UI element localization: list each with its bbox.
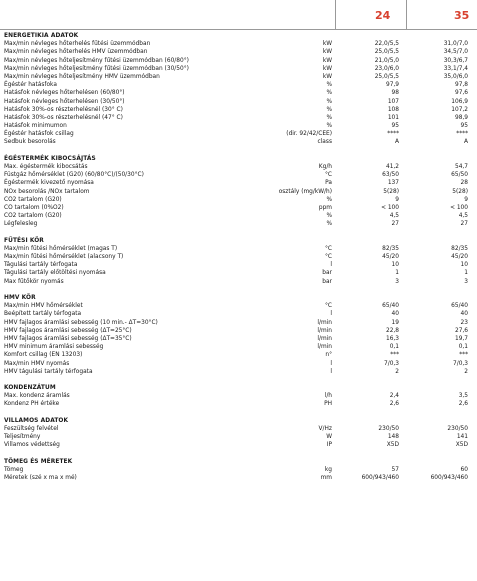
- value-24: 57: [391, 464, 399, 473]
- table-row: [4, 342, 474, 350]
- value-35: 19,7: [454, 333, 468, 342]
- section-title: FŰTÉSI KÖR: [4, 235, 44, 244]
- value-35: 141: [456, 432, 468, 441]
- value-24: 19: [391, 317, 399, 326]
- row-label: Hatásfok 30%-os részterhelésnél (47° C): [4, 112, 123, 121]
- table-row: [4, 178, 474, 186]
- value-24: 5(28): [383, 186, 399, 195]
- row-label: Teljesítmény: [4, 432, 41, 441]
- section-title: TÖMEG ÉS MÉRETEK: [4, 456, 73, 465]
- row-unit: kW: [322, 55, 332, 64]
- value-24: 27: [391, 219, 399, 228]
- table-row: [4, 137, 474, 145]
- value-35: 106,9: [451, 96, 468, 105]
- section-title: VILLAMOS ADATOK: [4, 415, 69, 424]
- value-24: ****: [387, 129, 399, 138]
- row-label: Égéstermék kivezető nyomása: [4, 178, 94, 187]
- row-label: HMV fajlagos áramlási sebesség (10 min.- ΔT=30°C): [4, 317, 158, 326]
- row-label: Légfelesleg: [4, 219, 38, 228]
- table-row: [4, 162, 474, 170]
- row-unit: mm: [320, 473, 332, 482]
- value-35: 10: [460, 260, 468, 269]
- row-unit: %: [326, 219, 332, 228]
- row-unit: class: [317, 137, 332, 146]
- section-heading: [4, 293, 474, 301]
- row-unit: l: [330, 309, 332, 318]
- table-row: [4, 268, 474, 276]
- value-24: 41,2: [385, 162, 399, 170]
- row-label: CO2 tartalom (G20): [4, 194, 62, 203]
- value-35: 0,1: [458, 342, 468, 351]
- row-label: Kondenz PH értéke: [4, 399, 60, 408]
- row-unit: bar: [322, 276, 332, 285]
- table-row: [4, 129, 474, 137]
- row-unit: PH: [324, 399, 332, 408]
- table-row: [4, 432, 474, 440]
- section-spacer: [4, 408, 474, 416]
- table-row: [4, 424, 474, 432]
- value-35: 107,2: [451, 104, 468, 113]
- value-24: 40: [391, 309, 399, 318]
- row-label: Tágulási tartály előtöltési nyomása: [4, 268, 106, 277]
- row-label: Max/min névleges hőteljesítmény fűtési üzemmódban (60/80°): [4, 55, 189, 64]
- model-24-heading: 24: [375, 9, 391, 22]
- row-label: HMV minimum áramlási sebesség: [4, 342, 104, 351]
- value-35: 65/40: [451, 301, 468, 310]
- row-label: Max. kondenz áramlás: [4, 391, 70, 400]
- table-row: [4, 121, 474, 129]
- row-label: Beépített tartály térfogata: [4, 309, 82, 318]
- value-35: 27: [460, 219, 468, 228]
- value-35: 3,5: [458, 391, 468, 400]
- table-row: [4, 244, 474, 252]
- value-24: 95: [391, 121, 399, 130]
- row-unit: osztály (mg/kW/h): [278, 186, 332, 195]
- row-unit: %: [326, 194, 332, 203]
- value-35: 230/50: [447, 424, 468, 432]
- value-35: A: [464, 137, 468, 146]
- row-label: Sedbuk besorolás: [4, 137, 56, 146]
- value-24: 230/50: [378, 424, 399, 432]
- row-label: Max. égéstermék kibocsátás: [4, 162, 88, 170]
- value-24: 10: [391, 260, 399, 269]
- row-unit: bar: [322, 268, 332, 277]
- value-35: 33,1/7,4: [443, 63, 468, 72]
- row-unit: l: [330, 366, 332, 375]
- value-35: 65/50: [451, 170, 468, 179]
- table-row: [4, 399, 474, 407]
- value-24: 148: [387, 432, 399, 441]
- row-label: Max/min névleges hőteljesítmény HMV üzemmódban: [4, 71, 160, 80]
- value-35: 97,8: [454, 80, 468, 89]
- row-label: CO2 tartalom (G20): [4, 211, 62, 220]
- value-24: 4,5: [389, 211, 399, 220]
- row-unit: %: [326, 112, 332, 121]
- table-row: [4, 252, 474, 260]
- table-row: [4, 318, 474, 326]
- row-unit: °C: [324, 252, 332, 261]
- row-unit: °C: [324, 301, 332, 310]
- row-unit: %: [326, 96, 332, 105]
- value-35: 4,5: [458, 211, 468, 220]
- value-35: 40: [460, 309, 468, 318]
- value-24: < 100: [381, 202, 399, 211]
- row-unit: ppm: [318, 202, 332, 211]
- value-24: 137: [387, 178, 399, 187]
- value-35: 30,3/6,7: [443, 55, 468, 64]
- section-heading: [4, 31, 474, 39]
- row-unit: l/h: [324, 391, 332, 400]
- row-unit: l/min: [317, 342, 332, 351]
- value-35: 2: [464, 366, 468, 375]
- value-35: 60: [460, 464, 468, 473]
- table-row: [4, 309, 474, 317]
- value-24: 108: [387, 104, 399, 113]
- value-24: 25,0/5,5: [374, 47, 399, 56]
- row-label: HMV tágulási tartály térfogata: [4, 366, 93, 375]
- row-unit: l/min: [317, 333, 332, 342]
- value-35: 54,7: [454, 162, 468, 170]
- row-unit: Kg/h: [318, 162, 332, 170]
- row-label: Füstgáz hőmérséklet (G20) (60/80°C)/(50/30°C): [4, 170, 144, 179]
- row-unit: kW: [322, 39, 332, 48]
- row-label: Hatásfok névleges hőterhelésen (30/50°): [4, 96, 125, 105]
- row-unit: kW: [322, 47, 332, 56]
- value-35: 35,0/6,0: [443, 71, 468, 80]
- value-35: ***: [459, 350, 468, 359]
- value-35: 45/20: [451, 252, 468, 261]
- value-24: 9: [395, 194, 399, 203]
- table-row: [4, 277, 474, 285]
- table-row: [4, 47, 474, 55]
- row-unit: %: [326, 104, 332, 113]
- section-title: HMV KÖR: [4, 293, 36, 301]
- value-24: 98: [391, 88, 399, 97]
- row-label: Max/min névleges hőterhelés fűtési üzemmódban: [4, 39, 151, 48]
- table-row: [4, 359, 474, 367]
- row-unit: kW: [322, 63, 332, 72]
- value-24: 65/40: [382, 301, 399, 310]
- row-label: HMV fajlagos áramlási sebesség (ΔT=25°C): [4, 325, 132, 334]
- table-row: [4, 195, 474, 203]
- row-unit: (dir. 92/42/CEE): [286, 129, 332, 138]
- value-24: 16,3: [385, 333, 399, 342]
- section-heading: [4, 457, 474, 465]
- row-label: Tömeg: [4, 464, 24, 473]
- value-24: 3: [395, 276, 399, 285]
- value-24: ***: [390, 350, 399, 359]
- value-35: 31,0/7,0: [443, 39, 468, 48]
- row-label: Tágulási tartály térfogata: [4, 260, 78, 269]
- value-35: 2,6: [458, 399, 468, 408]
- row-unit: °C: [324, 243, 332, 252]
- row-label: Max/min fűtési hőmérséklet (magas T): [4, 243, 118, 252]
- value-35: 82/35: [451, 243, 468, 252]
- value-35: 28: [460, 178, 468, 187]
- value-24: 21,0/5,0: [374, 55, 399, 64]
- value-24: 63/50: [382, 170, 399, 179]
- value-35: 23: [460, 317, 468, 326]
- value-35: 5(28): [452, 186, 468, 195]
- row-label: Feszültség felvétel: [4, 424, 59, 432]
- section-heading: [4, 236, 474, 244]
- section-spacer: [4, 228, 474, 236]
- row-unit: %: [326, 121, 332, 130]
- column-divider: [335, 0, 336, 30]
- row-label: Max/min HMV nyomás: [4, 358, 70, 367]
- section-heading: [4, 154, 474, 162]
- table-row: [4, 64, 474, 72]
- section-title: ÉGÉSTERMÉK KIBOCSÁJTÁS: [4, 153, 96, 162]
- table-row: [4, 367, 474, 375]
- table-row: [4, 350, 474, 358]
- row-label: Hatásfok 30%-os részterhelésnél (30° C): [4, 104, 123, 113]
- row-unit: l: [330, 260, 332, 269]
- row-label: Villamos védettség: [4, 440, 60, 449]
- row-unit: °C: [324, 170, 332, 179]
- model-35-heading: 35: [454, 9, 470, 22]
- row-label: Égéstér hatásfoka: [4, 80, 57, 89]
- table-row: [4, 211, 474, 219]
- table-row: [4, 97, 474, 105]
- value-24: 7/0,3: [384, 358, 399, 367]
- value-35: 9: [464, 194, 468, 203]
- row-label: Max/min névleges hőteljesítmény fűtési üzemmódban (30/50°): [4, 63, 189, 72]
- value-24: 101: [387, 112, 399, 121]
- value-24: X5D: [386, 440, 399, 449]
- table-row: [4, 88, 474, 96]
- spec-table: [4, 31, 474, 481]
- value-24: 22,8: [385, 325, 399, 334]
- value-35: 98,9: [454, 112, 468, 121]
- value-24: 2,4: [389, 391, 399, 400]
- value-35: < 100: [450, 202, 468, 211]
- value-35: ****: [456, 129, 468, 138]
- row-label: Hatásfok névleges hőterhelésen (60/80°): [4, 88, 125, 97]
- section-heading: [4, 383, 474, 391]
- value-35: 7/0,3: [453, 358, 468, 367]
- row-unit: V/Hz: [318, 424, 332, 432]
- value-24: 22,0/5,5: [374, 39, 399, 48]
- table-row: [4, 72, 474, 80]
- section-heading: [4, 416, 474, 424]
- row-label: Hatásfok minimumon: [4, 121, 67, 130]
- row-unit: kg: [324, 464, 332, 473]
- table-row: [4, 187, 474, 195]
- row-unit: n°: [325, 350, 332, 359]
- table-row: [4, 105, 474, 113]
- value-24: 97,9: [385, 80, 399, 89]
- table-row: [4, 465, 474, 473]
- table-row: [4, 334, 474, 342]
- value-35: 95: [460, 121, 468, 130]
- row-unit: %: [326, 80, 332, 89]
- row-label: CO tartalom (0%O2): [4, 202, 64, 211]
- table-row: [4, 219, 474, 227]
- table-row: [4, 440, 474, 448]
- value-24: 2: [395, 366, 399, 375]
- section-spacer: [4, 146, 474, 154]
- value-24: 107: [387, 96, 399, 105]
- value-35: 34,5/7,0: [443, 47, 468, 56]
- header-rule: [0, 29, 477, 30]
- table-row: [4, 203, 474, 211]
- table-row: [4, 113, 474, 121]
- section-title: KONDENZÁTUM: [4, 383, 56, 392]
- section-spacer: [4, 449, 474, 457]
- row-unit: %: [326, 211, 332, 220]
- row-unit: W: [326, 432, 332, 441]
- table-row: [4, 473, 474, 481]
- table-row: [4, 301, 474, 309]
- section-spacer: [4, 285, 474, 293]
- value-35: X5D: [455, 440, 468, 449]
- value-24: 25,0/5,5: [374, 71, 399, 80]
- value-24: 45/20: [382, 252, 399, 261]
- table-row: [4, 391, 474, 399]
- value-35: 27,6: [454, 325, 468, 334]
- value-24: 0,1: [389, 342, 399, 351]
- row-label: Komfort csillag (EN 13203): [4, 350, 83, 359]
- row-label: Max/min HMV hőmérséklet: [4, 301, 83, 310]
- row-unit: Pa: [325, 178, 332, 187]
- row-unit: IP: [326, 440, 332, 449]
- section-title: ENERGETIKIA ADATOK: [4, 31, 79, 39]
- row-label: Max/min fűtési hőmérséklet (alacsony T): [4, 252, 124, 261]
- value-24: 23,0/6,0: [374, 63, 399, 72]
- table-row: [4, 56, 474, 64]
- value-35: 600/943/460: [430, 473, 468, 482]
- row-label: Méretek (szé x ma x mé): [4, 473, 77, 482]
- row-unit: l/min: [317, 317, 332, 326]
- table-row: [4, 326, 474, 334]
- value-24: A: [395, 137, 399, 146]
- value-35: 1: [464, 268, 468, 277]
- section-spacer: [4, 375, 474, 383]
- row-label: Égéstér hatásfok csillag: [4, 129, 74, 138]
- value-35: 3: [464, 276, 468, 285]
- row-unit: %: [326, 88, 332, 97]
- row-unit: kW: [322, 71, 332, 80]
- row-label: Max fűtőkör nyomás: [4, 276, 64, 285]
- row-label: Max/min névleges hőterhelés HMV üzemmódban: [4, 47, 148, 56]
- value-24: 600/943/460: [361, 473, 399, 482]
- value-24: 82/35: [382, 243, 399, 252]
- row-label: HMV fajlagos áramlási sebesség (ΔT=35°C): [4, 333, 132, 342]
- value-24: 2,6: [389, 399, 399, 408]
- value-24: 1: [395, 268, 399, 277]
- row-unit: l/min: [317, 325, 332, 334]
- row-unit: l: [330, 358, 332, 367]
- value-35: 97,6: [454, 88, 468, 97]
- table-header: [0, 0, 477, 30]
- row-label: NOx besorolás /NOx tartalom: [4, 186, 90, 195]
- column-divider: [406, 0, 407, 30]
